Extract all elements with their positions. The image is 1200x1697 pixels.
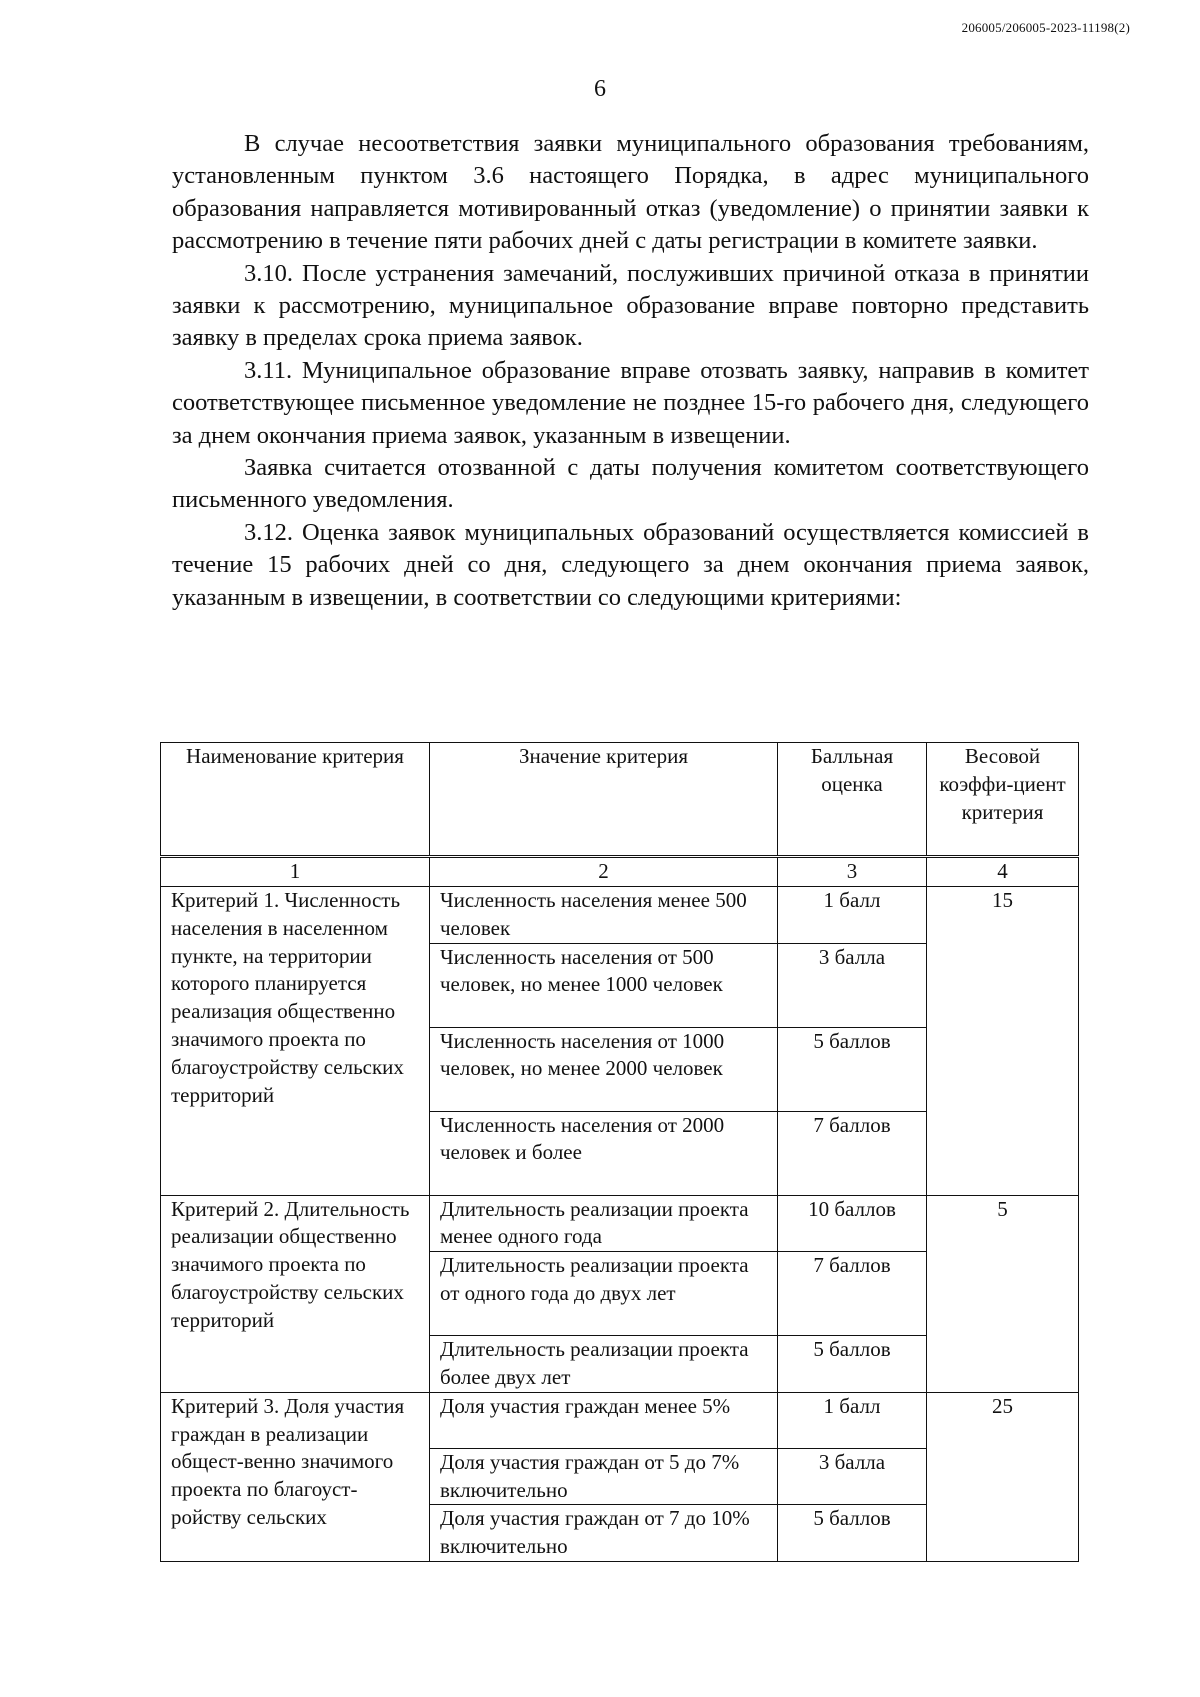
body-text (172, 128, 1089, 614)
table-row (161, 1392, 1079, 1448)
table-row (161, 1195, 1079, 1252)
criterion-score: 5 баллов (778, 1336, 927, 1393)
criterion-weight: 5 (927, 1195, 1079, 1392)
criterion-weight: 25 (927, 1392, 1079, 1561)
criterion-value: Доля участия граждан от 5 до 7% включительно (430, 1448, 778, 1505)
criterion-value: Длительность реализации проекта менее одного года (430, 1195, 778, 1252)
paragraph-3-11: 3.11. Муниципальное образование вправе отозвать заявку, направив в комитет соответствующее письменное уведомление не позднее 15-го рабочего дня, следующего за днем окончания приема заявок, указанным в извещении. (172, 356, 1089, 449)
column-number: 4 (927, 857, 1079, 887)
criterion-value: Численность населения от 2000 человек и более (430, 1111, 778, 1195)
paragraph-withdrawal: Заявка считается отозванной с даты получения комитетом соответствующего письменного уведомления. (172, 454, 1089, 514)
criterion-value: Численность населения менее 500 человек (430, 887, 778, 944)
table-header-row (161, 743, 1079, 857)
criterion-score: 7 баллов (778, 1252, 927, 1336)
criterion-score: 5 баллов (778, 1505, 927, 1562)
table-column-numbers-row (161, 857, 1079, 887)
criterion-value: Доля участия граждан менее 5% (430, 1392, 778, 1448)
table-row (161, 887, 1079, 944)
paragraph-3-10: 3.10. После устранения замечаний, послуживших причиной отказа в принятии заявки к рассмотрению, муниципальное образование вправе повторно представить заявку в пределах срока приема заявок. (172, 259, 1089, 352)
criterion-weight: 15 (927, 887, 1079, 1196)
document-id: 206005/206005-2023-11198(2) (961, 20, 1130, 35)
criterion-name: Критерий 3. Доля участия граждан в реализации общест-венно значимого проекта по благоуст-ройству сельских (161, 1392, 430, 1561)
column-number: 3 (778, 857, 927, 887)
criterion-value: Численность населения от 1000 человек, но менее 2000 человек (430, 1027, 778, 1111)
header-score: Балльная оценка (778, 743, 927, 857)
column-number: 1 (161, 857, 430, 887)
criterion-score: 1 балл (778, 887, 927, 944)
paragraph-3-12: 3.12. Оценка заявок муниципальных образований осуществляется комиссией в течение 15 рабочих дней со дня, следующего за днем окончания приема заявок, указанным в извещении, в соответствии со следующими критериями: (172, 518, 1089, 611)
criterion-score: 3 балла (778, 943, 927, 1027)
criterion-value: Длительность реализации проекта более двух лет (430, 1336, 778, 1393)
criterion-value: Длительность реализации проекта от одного года до двух лет (430, 1252, 778, 1336)
criterion-score: 1 балл (778, 1392, 927, 1448)
header-weight: Весовой коэффи-циент критерия (927, 743, 1079, 857)
criterion-score: 7 баллов (778, 1111, 927, 1195)
column-number: 2 (430, 857, 778, 887)
criterion-score: 10 баллов (778, 1195, 927, 1252)
criteria-table (160, 742, 1079, 1562)
criterion-name: Критерий 2. Длительность реализации общественно значимого проекта по благоустройству сельских территорий (161, 1195, 430, 1392)
criterion-value: Численность населения от 500 человек, но менее 1000 человек (430, 943, 778, 1027)
page-number: 6 (594, 76, 606, 102)
criterion-score: 5 баллов (778, 1027, 927, 1111)
header-criterion-value: Значение критерия (430, 743, 778, 857)
criterion-value: Доля участия граждан от 7 до 10% включительно (430, 1505, 778, 1562)
paragraph-rejection: В случае несоответствия заявки муниципального образования требованиям, установленным пунктом 3.6 настоящего Порядка, в адрес муниципального образования направляется мотивированный отказ (уведомление) о принятии заявки к рассмотрению в течение пяти рабочих дней с даты регистрации в комитете заявки. (172, 130, 1089, 255)
criterion-name: Критерий 1. Численность населения в населенном пункте, на территории которого планируется реализация общественно значимого проекта по благоустройству сельских территорий (161, 887, 430, 1196)
header-criterion-name: Наименование критерия (161, 743, 430, 857)
criterion-score: 3 балла (778, 1448, 927, 1505)
